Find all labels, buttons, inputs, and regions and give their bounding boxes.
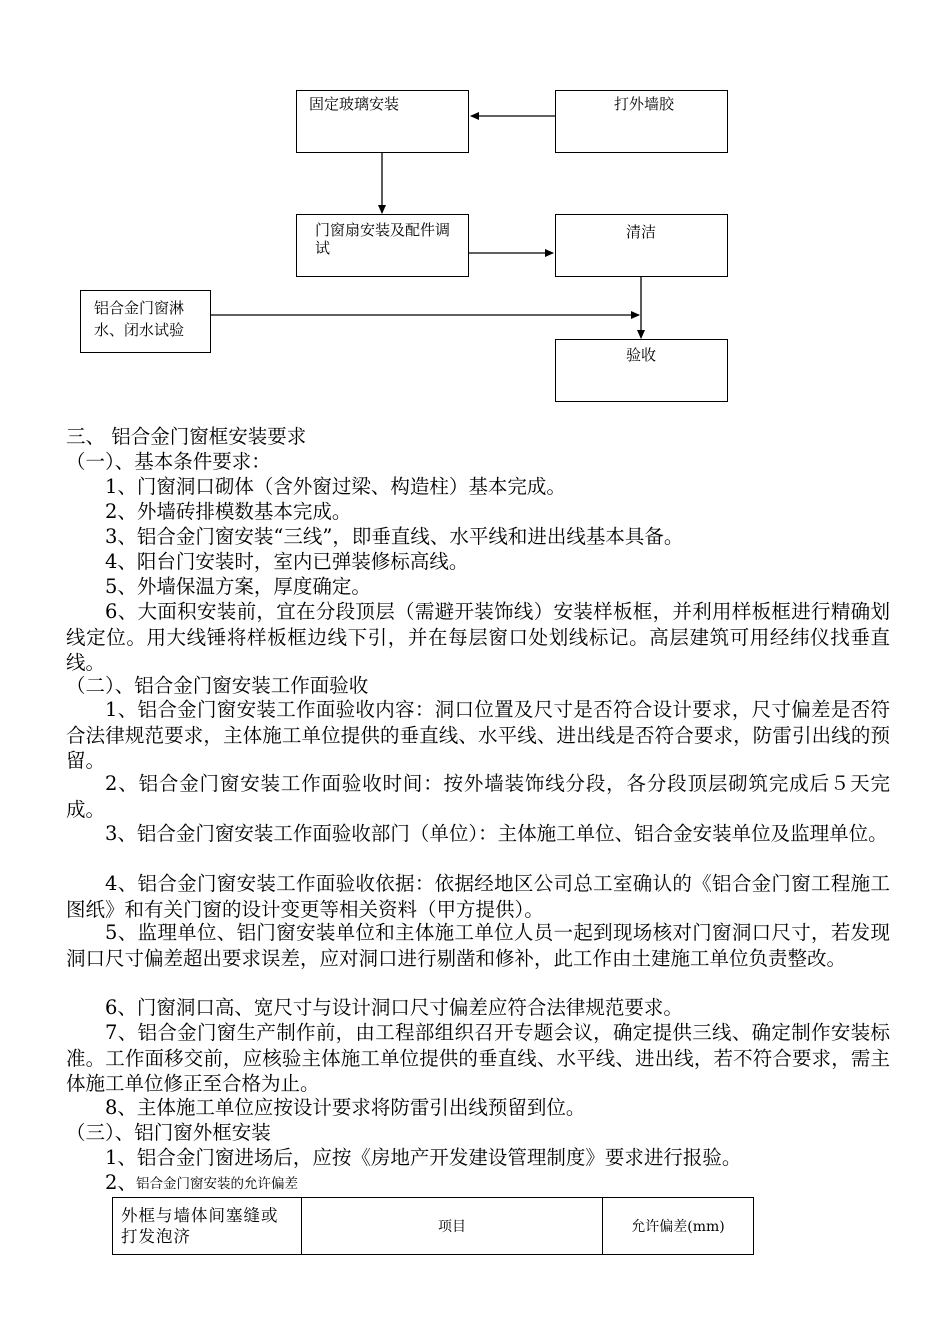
list-item: 1、门窗洞口砌体（含外窗过梁、构造柱）基本完成。 [105,475,566,498]
list-item: 5、监理单位、铝门窗安装单位和主体施工单位人员一起到现场核对门窗洞口尺寸，若发现洞口尺寸偏差超出要求误差，应对洞口进行剔凿和修补，此工作由土建施工单位负责整改。 [66,921,890,970]
flow-box-label: 打外墙胶 [614,95,675,113]
flow-box-label: 验收 [626,346,657,364]
list-item: 3、铝合金门窗安装“三线”，即垂直线、水平线和进出线基本具备。 [105,525,684,548]
table-row [113,1198,754,1255]
tolerance-table [112,1197,754,1255]
list-item: 2、铝合金门窗安装工作面验收时间：按外墙装饰线分段，各分段顶层砌筑完成后５天完成。 [66,772,890,821]
flow-box-label: 门窗扇安装及配件调试 [315,221,451,257]
list-item: 7、铝合金门窗生产制作前，由工程部组织召开专题会议，确定提供三线、确定制作安装标准。工作面移交前，应核验主体施工单位提供的垂直线、水平线、进出线，若不符合要求，需主体施工单位修正至合格为止。 [66,1021,890,1095]
table-cell-gap-filling: 外框与墙体间塞缝或打发泡济 [113,1198,302,1255]
list-item-number: 2、 [105,1171,137,1194]
flow-box-label: 铝合金门窗淋水、闭水试验 [94,299,185,339]
subsection-heading: （一）、基本条件要求： [66,450,271,473]
list-item: 2、外墙砖排模数基本完成。 [105,500,352,523]
list-item: 5、外墙保温方案，厚度确定。 [105,575,371,598]
table-header-tolerance: 允许偏差(mm) [603,1198,754,1255]
table-header-item: 项目 [302,1198,603,1255]
flow-box-label: 清洁 [626,223,657,241]
list-item: 1、铝合金门窗安装工作面验收内容：洞口位置及尺寸是否符合设计要求，尺寸偏差是否符合法律规范要求，主体施工单位提供的垂直线、水平线、进出线是否符合要求，防雷引出线的预留。 [66,698,890,772]
list-item: 铝合金门窗安装的允许偏差 [136,1176,298,1192]
flow-box-label: 固定玻璃安装 [309,95,400,113]
subsection-heading: （三）、铝门窗外框安装 [66,1121,271,1144]
list-item: 6、门窗洞口高、宽尺寸与设计洞口尺寸偏差应符合法律规范要求。 [105,996,683,1019]
list-item: 6、大面积安装前，宜在分段顶层（需避开装饰线）安装样板框，并利用样板框进行精确划线定位。用大线锤将样板框边线下引，并在每层窗口处划线标记。高层建筑可用经纬仪找垂直线。 [66,600,890,674]
section-title: 三、 铝合金门窗框安装要求 [66,425,307,448]
list-item: 3、铝合金门窗安装工作面验收部门（单位）：主体施工单位、铝合金安装单位及监理单位。 [105,822,888,845]
list-item: 1、铝合金门窗进场后，应按《房地产开发建设管理制度》要求进行报验。 [105,1146,742,1169]
list-item: 4、阳台门安装时，室内已弹装修标高线。 [105,550,469,573]
list-item: 4、铝合金门窗安装工作面验收依据：依据经地区公司总工室确认的《铝合金门窗工程施工图纸》和有关门窗的设计变更等相关资料（甲方提供）。 [66,872,890,921]
flowchart-arrows [0,0,950,420]
list-item: 8、主体施工单位应按设计要求将防雷引出线预留到位。 [105,1096,586,1119]
subsection-heading: （二）、铝合金门窗安装工作面验收 [66,674,369,697]
